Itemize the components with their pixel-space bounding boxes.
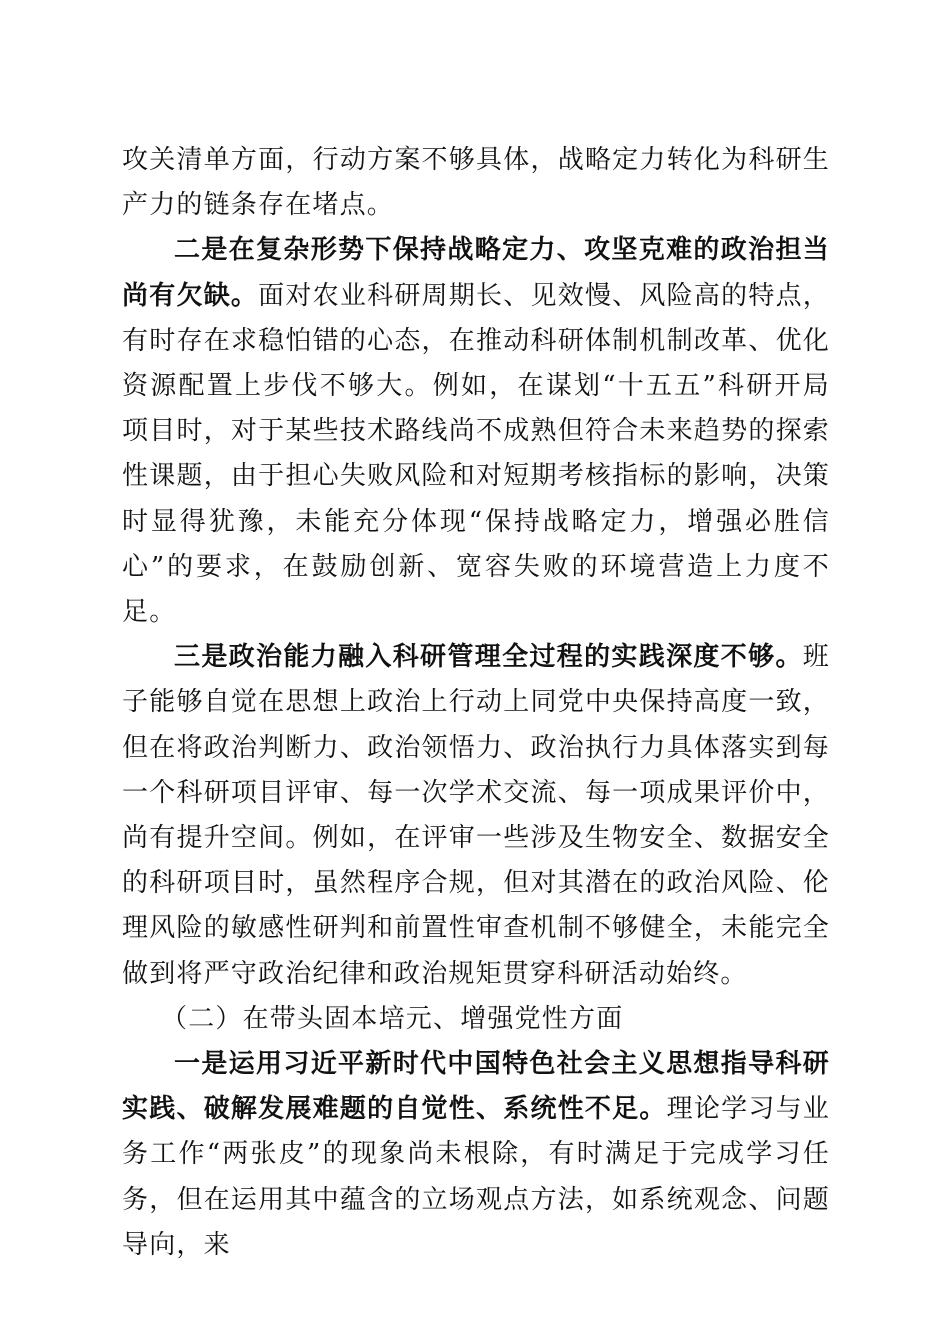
paragraph-text: 理论学习与业务工作“两张皮”的现象尚未根除，有时满足于完成学习任务，但在运用其中蕴含的立场观点方法，如系统观念、问题导向，来 [122, 1094, 830, 1260]
paragraph-point-three [122, 635, 830, 997]
paragraph-lead-bold: 一是运用习近平新时代中国特色社会主义思想指导科研实践、破解发展难题的自觉性、系统性不足。 [122, 1049, 830, 1125]
paragraph-point-one [122, 1042, 830, 1268]
paragraph-text: 攻关清单方面，行动方案不够具体，战略定力转化为科研生产力的链条存在堵点。 [122, 145, 830, 221]
paragraph-point-two [122, 228, 830, 635]
paragraph-continuation [122, 138, 830, 228]
paragraph-lead-bold: 二是在复杂形势下保持战略定力、攻坚克难的政治担当尚有欠缺。 [122, 235, 830, 311]
paragraph-text: 班子能够自觉在思想上政治上行动上同党中央保持高度一致，但在将政治判断力、政治领悟力、政治执行力具体落实到每一个科研项目评审、每一次学术交流、每一项成果评价中，尚有提升空间。例如，在评审一些涉及生物安全、数据安全的科研项目时，虽然程序合规，但对其潜在的政治风险、伦理风险的敏感性研判和前置性审查机制不够健全，未能完全做到将严守政治纪律和政治规矩贯穿科研活动始终。 [122, 642, 830, 989]
paragraph-text: 面对农业科研周期长、见效慢、风险高的特点，有时存在求稳怕错的心态，在推动科研体制机制改革、优化资源配置上步伐不够大。例如，在谋划“十五五”科研开局项目时，对于某些技术路线尚不成熟但符合未来趋势的探索性课题，由于担心失败风险和对短期考核指标的影响，决策时显得犹豫，未能充分体现“保持战略定力，增强必胜信心”的要求，在鼓励创新、宽容失败的环境营造上力度不足。 [122, 280, 830, 628]
paragraph-lead-bold: 三是政治能力融入科研管理全过程的实践深度不够。 [174, 642, 803, 673]
section-heading: （二）在带头固本培元、增强党性方面 [161, 1003, 624, 1034]
document-body [122, 138, 830, 1268]
